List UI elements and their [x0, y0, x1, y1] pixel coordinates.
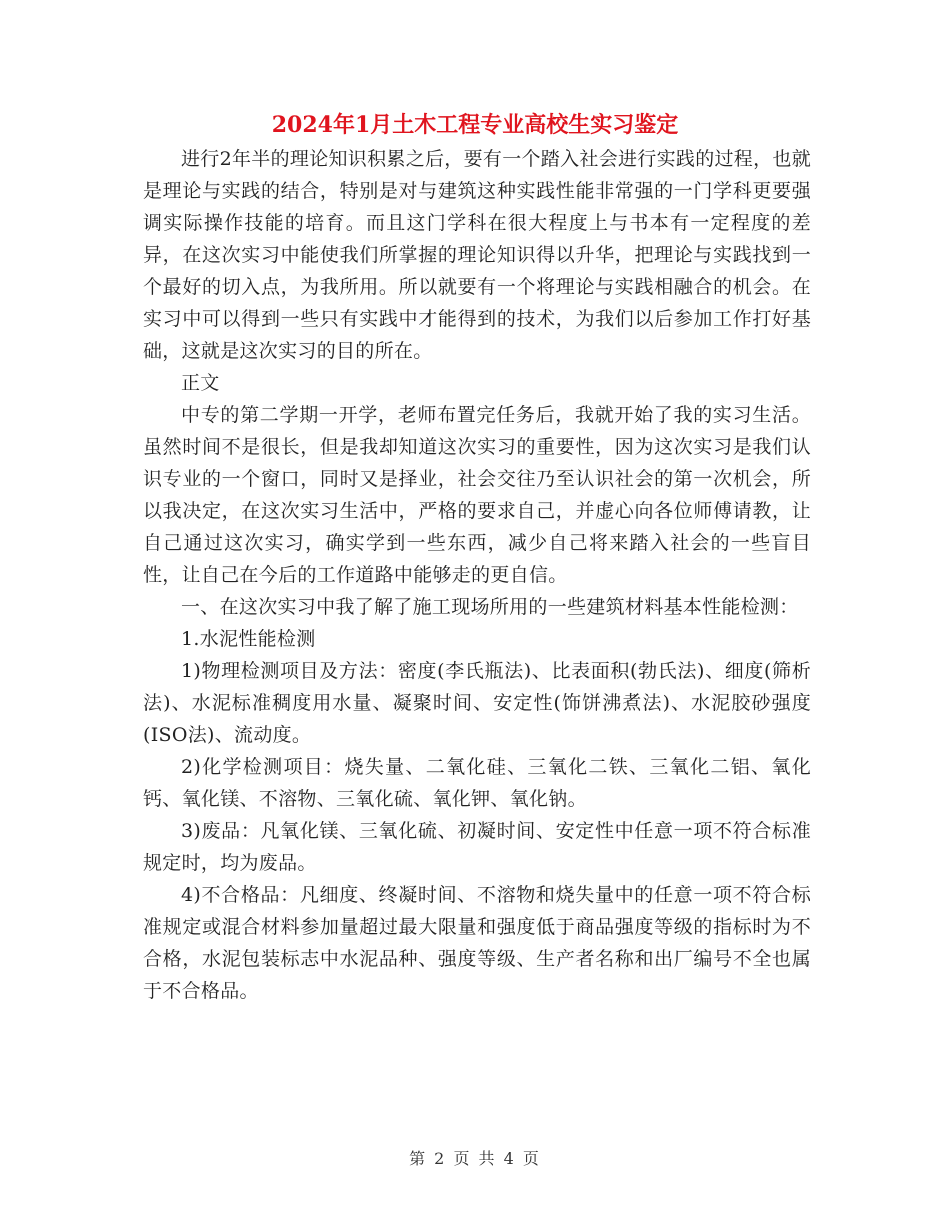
paragraph-nonconforming: 4)不合格品：凡细度、终凝时间、不溶物和烧失量中的任意一项不符合标准规定或混合材料参加量超过最大限量和强度低于商品强度等级的指标时为不合格，水泥包装标志中水泥品种、强度等级、生产者名称和出厂编号不全也属于不合格品。: [143, 884, 811, 1002]
document-body: [143, 143, 811, 1007]
document-title: 2024年1月土木工程专业高校生实习鉴定: [271, 112, 679, 138]
paragraph-heading-main: 正文: [181, 372, 220, 394]
page-number-footer: 第 2 页 共 4 页: [409, 1149, 541, 1168]
paragraph-rejects: 3)废品：凡氧化镁、三氧化硫、初凝时间、安定性中任意一项不符合标准规定时，均为废品。: [143, 820, 811, 874]
paragraph-section-one: 一、在这次实习中我了解了施工现场所用的一些建筑材料基本性能检测：: [181, 596, 799, 618]
paragraph-chemical-tests: 2)化学检测项目：烧失量、二氧化硅、三氧化二铁、三氧化二铝、氧化钙、氧化镁、不溶物、三氧化硫、氧化钾、氧化钠。: [143, 756, 811, 810]
paragraph-intro: 进行2年半的理论知识积累之后，要有一个踏入社会进行实践的过程，也就是理论与实践的结合，特别是对与建筑这种实践性能非常强的一门学科更要强调实际操作技能的培育。而且这门学科在很大程度上与书本有一定程度的差异，在这次实习中能使我们所掌握的理论知识得以升华，把理论与实践找到一个最好的切入点，为我所用。所以就要有一个将理论与实践相融合的机会。在实习中可以得到一些只有实践中才能得到的技术，为我们以后参加工作打好基础，这就是这次实习的目的所在。: [143, 148, 811, 362]
paragraph-physical-tests: 1)物理检测项目及方法：密度(李氏瓶法)、比表面积(勃氏法)、细度(筛析法)、水泥标准稠度用水量、凝聚时间、安定性(饰饼沸煮法)、水泥胶砂强度(ISO法)、流动度。: [143, 660, 811, 746]
paragraph-semester: 中专的第二学期一开学，老师布置完任务后，我就开始了我的实习生活。虽然时间不是很长，但是我却知道这次实习的重要性，因为这次实习是我们认识专业的一个窗口，同时又是择业，社会交往乃至认识社会的第一次机会，所以我决定，在这次实习生活中，严格的要求自己，并虚心向各位师傅请教，让自己通过这次实习，确实学到一些东西，减少自己将来踏入社会的一些盲目性，让自己在今后的工作道路中能够走的更自信。: [143, 404, 811, 586]
paragraph-cement-heading: 1.水泥性能检测: [181, 628, 316, 650]
